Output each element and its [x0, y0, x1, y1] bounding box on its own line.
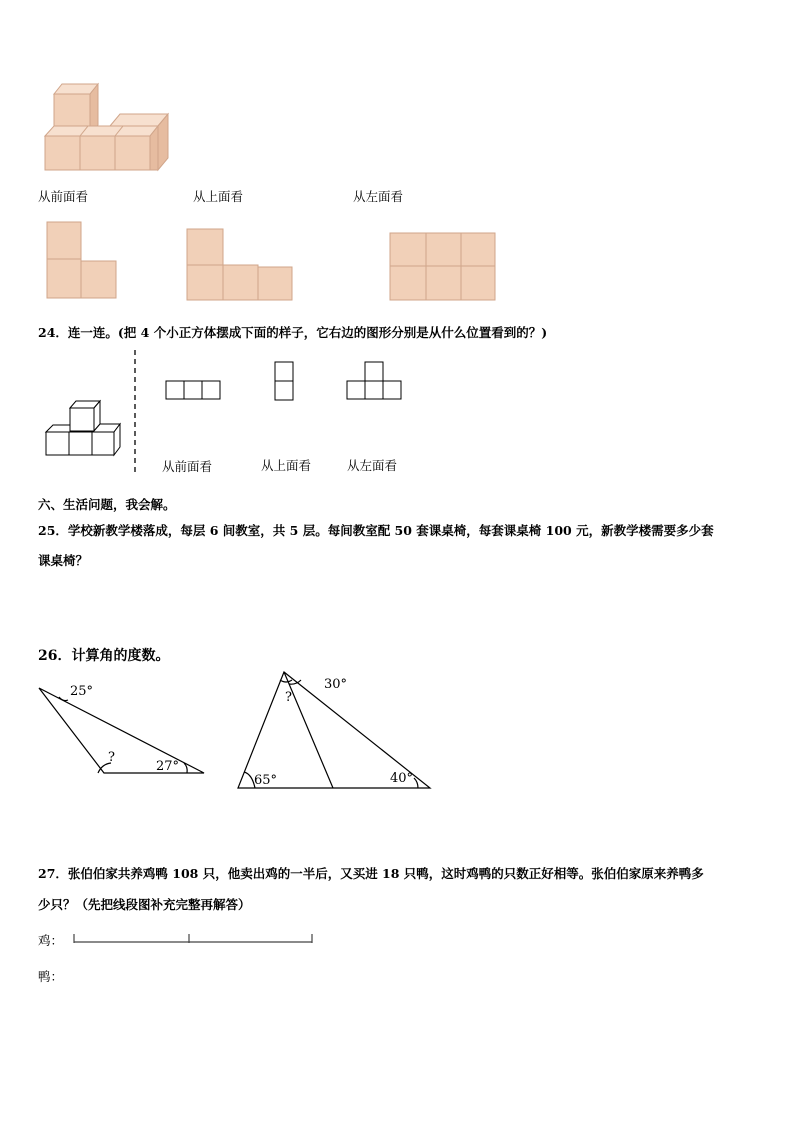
q24-label-top: 从上面看	[261, 458, 312, 473]
q25-line1: 25．学校新教学楼落成，每层 6 间教室，共 5 层。每间教室配 50 套课桌椅，每套课桌椅 100 元，新教学楼需要多少套	[38, 523, 714, 538]
q24-cube-figure	[44, 398, 126, 458]
q26-title: 26．计算角的度数。	[38, 648, 170, 664]
q24-shape-row	[164, 379, 222, 401]
q26-tri2-unknown: ?	[285, 690, 292, 705]
q26-tri2-right-angle: 40°	[390, 771, 414, 786]
q26-tri2-left-angle: 65°	[254, 773, 278, 788]
view-top-label: 从上面看	[193, 189, 244, 204]
q26-tri1-right-angle: 27°	[156, 759, 180, 774]
q24-text: 24．连一连。(把 4 个小正方体摆成下面的样子，它右边的图形分别是从什么位置看到的？)	[38, 325, 548, 340]
q27-line2: 少只？（先把线段图补充完整再解答）	[38, 897, 251, 912]
q27-chicken-label: 鸡：	[38, 933, 64, 948]
q24-divider	[133, 350, 137, 472]
section6-title: 六、生活问题，我会解。	[38, 497, 176, 512]
q24-shape-t	[345, 360, 403, 402]
q24-shape-column	[273, 360, 295, 402]
view-front-label: 从前面看	[38, 189, 89, 204]
left-view-figure	[389, 232, 497, 302]
q26-tri2-top-angle: 30°	[324, 677, 348, 692]
front-view-figure	[46, 220, 118, 300]
q26-tri1-unknown: ?	[108, 750, 115, 765]
q27-duck-label: 鸭：	[38, 969, 64, 984]
q27-chicken-segment	[72, 932, 316, 946]
q26-triangle-1	[36, 680, 208, 780]
q25-line2: 课桌椅？	[38, 553, 89, 568]
q27-line1: 27．张伯伯家共养鸡鸭 108 只，他卖出鸡的一半后，又买进 18 只鸭，这时鸡鸭的只数正好相等。张伯伯家原来养鸭多	[38, 866, 704, 881]
q24-label-left: 从左面看	[347, 458, 398, 473]
q24-label-front: 从前面看	[162, 459, 213, 474]
q26-tri1-top-angle: 25°	[70, 684, 94, 699]
view-left-label: 从左面看	[353, 189, 404, 204]
top-view-figure	[186, 228, 294, 302]
cube-stack-figure	[40, 78, 175, 176]
